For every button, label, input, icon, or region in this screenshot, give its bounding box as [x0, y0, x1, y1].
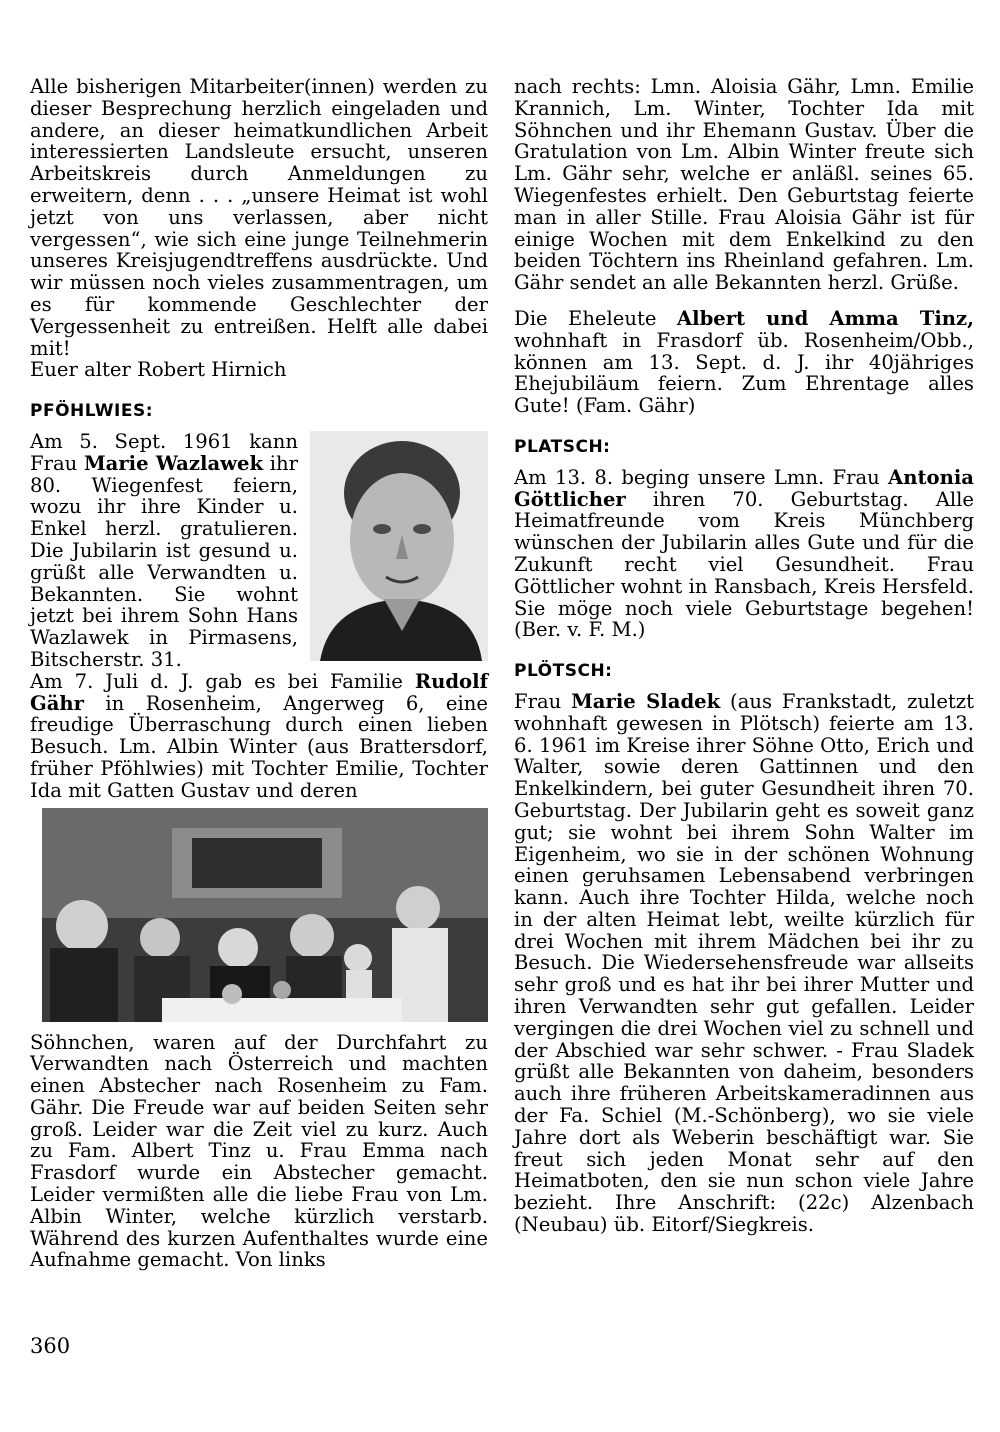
left-column — [30, 76, 488, 1271]
tinz-paragraph: Die Eheleute Albert und Amma Tinz, wohnhaft in Frasdorf üb. Rosenheim/Obb., können am 13. Sept. d. J. ihr 40jähriges Ehejubiläum feiern. Zum Ehrentage alles Gute! (Fam. Gähr) — [514, 306, 974, 418]
person-name: Marie Sladek — [571, 689, 721, 713]
signature: Euer alter Robert Hirnich — [30, 358, 287, 382]
person-name: Antonia Göttlicher — [514, 465, 974, 511]
continued-paragraph: nach rechts: Lmn. Aloisia Gähr, Lmn. Emilie Krannich, Lm. Winter, Tochter Ida mit Söhnchen und ihr Ehemann Gustav. Über die Gratulation von Lm. Albin Winter freute sich Lm. Gähr sehr, welche er anläßl. seines 65. Wiegenfestes erhielt. Den Geburtstag feierte man in aller Stille. Frau Aloisia Gähr ist für einige Wochen mit dem Enkelkind zu den beiden Töchtern ins Rheinland gefahren. Lm. Gähr sendet an alle Bekannten herzl. Grüße. — [514, 75, 974, 295]
person-name: Rudolf Gähr — [30, 669, 488, 715]
pfoehlwies-paragraph-2: Am 7. Juli d. J. gab es bei Familie Rudolf Gähr in Rosenheim, Angerweg 6, eine freudige Überraschung durch einen lieben Besuch. Lm. Albin Winter (aus Brattersdorf, früher Pföhlwies) mit Tochter Emilie, Tochter Ida mit Gatten Gustav und deren — [30, 669, 488, 802]
person-name: Albert und Amma Tinz, — [676, 306, 974, 330]
section-heading-pfoehlwies: PFÖHLWIES: — [30, 401, 153, 422]
person-name: Marie Wazlawek — [83, 451, 264, 475]
ploetsch-paragraph: Frau Marie Sladek (aus Frankstadt, zuletzt wohnhaft gewesen in Plötsch) feierte am 13. 6. 1961 im Kreise ihrer Söhne Otto, Erich und Walter, sowie deren Gattinnen und den Enkelkindern, bei guter Gesundheit ihren 70. Geburtstag. Der Jubilarin geht es soweit ganz gut; sie wohnt bei ihrem Sohn Walter im Eigenheim, wo sie in der schönen Wohnung einen geruhsamen Lebensabend verbringen kann. Auch ihre Tochter Hilda, welche noch in der alten Heimat lebt, weilte kürzlich für drei Wochen mit ihrem Mädchen bei ihr zu Besuch. Die Wiedersehensfreude war allseits sehr groß und es hat ihr bei ihrer Mutter und ihren Verwandten sehr gut gefallen. Leider vergingen die drei Wochen viel zu schnell und der Abschied war sehr schwer. - Frau Sladek grüßt alle Bekannten von daheim, besonders auch ihre früheren Arbeitskameradinnen aus der Fa. Schiel (M.-Schönberg), wo sie viele Jahre dort als Weberin beschäftigt war. Sie freut sich jeden Monat sehr auf den Heimatboten, den sie nun schon viele Jahre bezieht. Ihre Anschrift: (22c) Alzenbach (Neubau) üb. Eitorf/Siegkreis. — [514, 689, 974, 1237]
section-heading-platsch: PLATSCH: — [514, 436, 611, 457]
platsch-paragraph: Am 13. 8. beging unsere Lmn. Frau Antonia Göttlicher ihren 70. Geburtstag. Alle Heimatfreunde vom Kreis Münchberg wünschen der Jubilarin alles Gute und für die Zukunft recht viel Gesundheit. Frau Göttlicher wohnt in Ransbach, Kreis Hersfeld. Sie möge noch viele Geburtstage begehen! (Ber. v. F. M.) — [514, 465, 974, 642]
section-heading-ploetsch: PLÖTSCH: — [514, 661, 613, 682]
pfoehlwies-paragraph-1: Am 5. Sept. 1961 kann Frau Marie Wazlawek ihr 80. Wiegenfest feiern, wozu ihr ihre Kinder u. Enkel herzl. gratulieren. Die Jubilarin ist gesund u. grüßt alle Verwandten u. Bekannten. Sie wohnt jetzt bei ihrem Sohn Hans Wazlawek in Pirmasens, Bitscherstr. 31. — [30, 429, 298, 671]
pfoehlwies-block — [30, 431, 488, 671]
page-number: 360 — [30, 1334, 71, 1358]
group-photo — [42, 808, 488, 1022]
right-column — [514, 76, 974, 1236]
intro-paragraph: Alle bisherigen Mitarbeiter(innen) werden zu dieser Besprechung herzlich eingeladen und andere, an dieser heimatkundlichen Arbeit interessierten Landsleute ersucht, unseren Arbeitskreis durch Anmeldungen zu erweitern, denn . . . „unsere Heimat ist wohl jetzt von uns verlassen, aber nicht vergessen“, wie sich eine junge Teilnehmerin unseres Kreisjugendtreffens ausdrückte. Und wir müssen noch vieles zusammentragen, um es für kommende Geschlechter der Vergessenheit zu entreißen. Helft alle dabei mit! — [30, 75, 488, 360]
portrait-photo — [310, 431, 488, 661]
pfoehlwies-paragraph-3: Söhnchen, waren auf der Durchfahrt zu Verwandten nach Österreich und machten einen Abstecher nach Rosenheim zu Fam. Gähr. Die Freude war auf beiden Seiten sehr groß. Leider war die Zeit viel zu kurz. Auch zu Fam. Albert Tinz u. Frau Emma nach Frasdorf wurde ein Abstecher gemacht. Leider vermißten alle die liebe Frau von Lm. Albin Winter, welche kürzlich verstarb. Während des kurzen Aufenthaltes wurde eine Aufnahme gemacht. Von links — [30, 1030, 488, 1272]
